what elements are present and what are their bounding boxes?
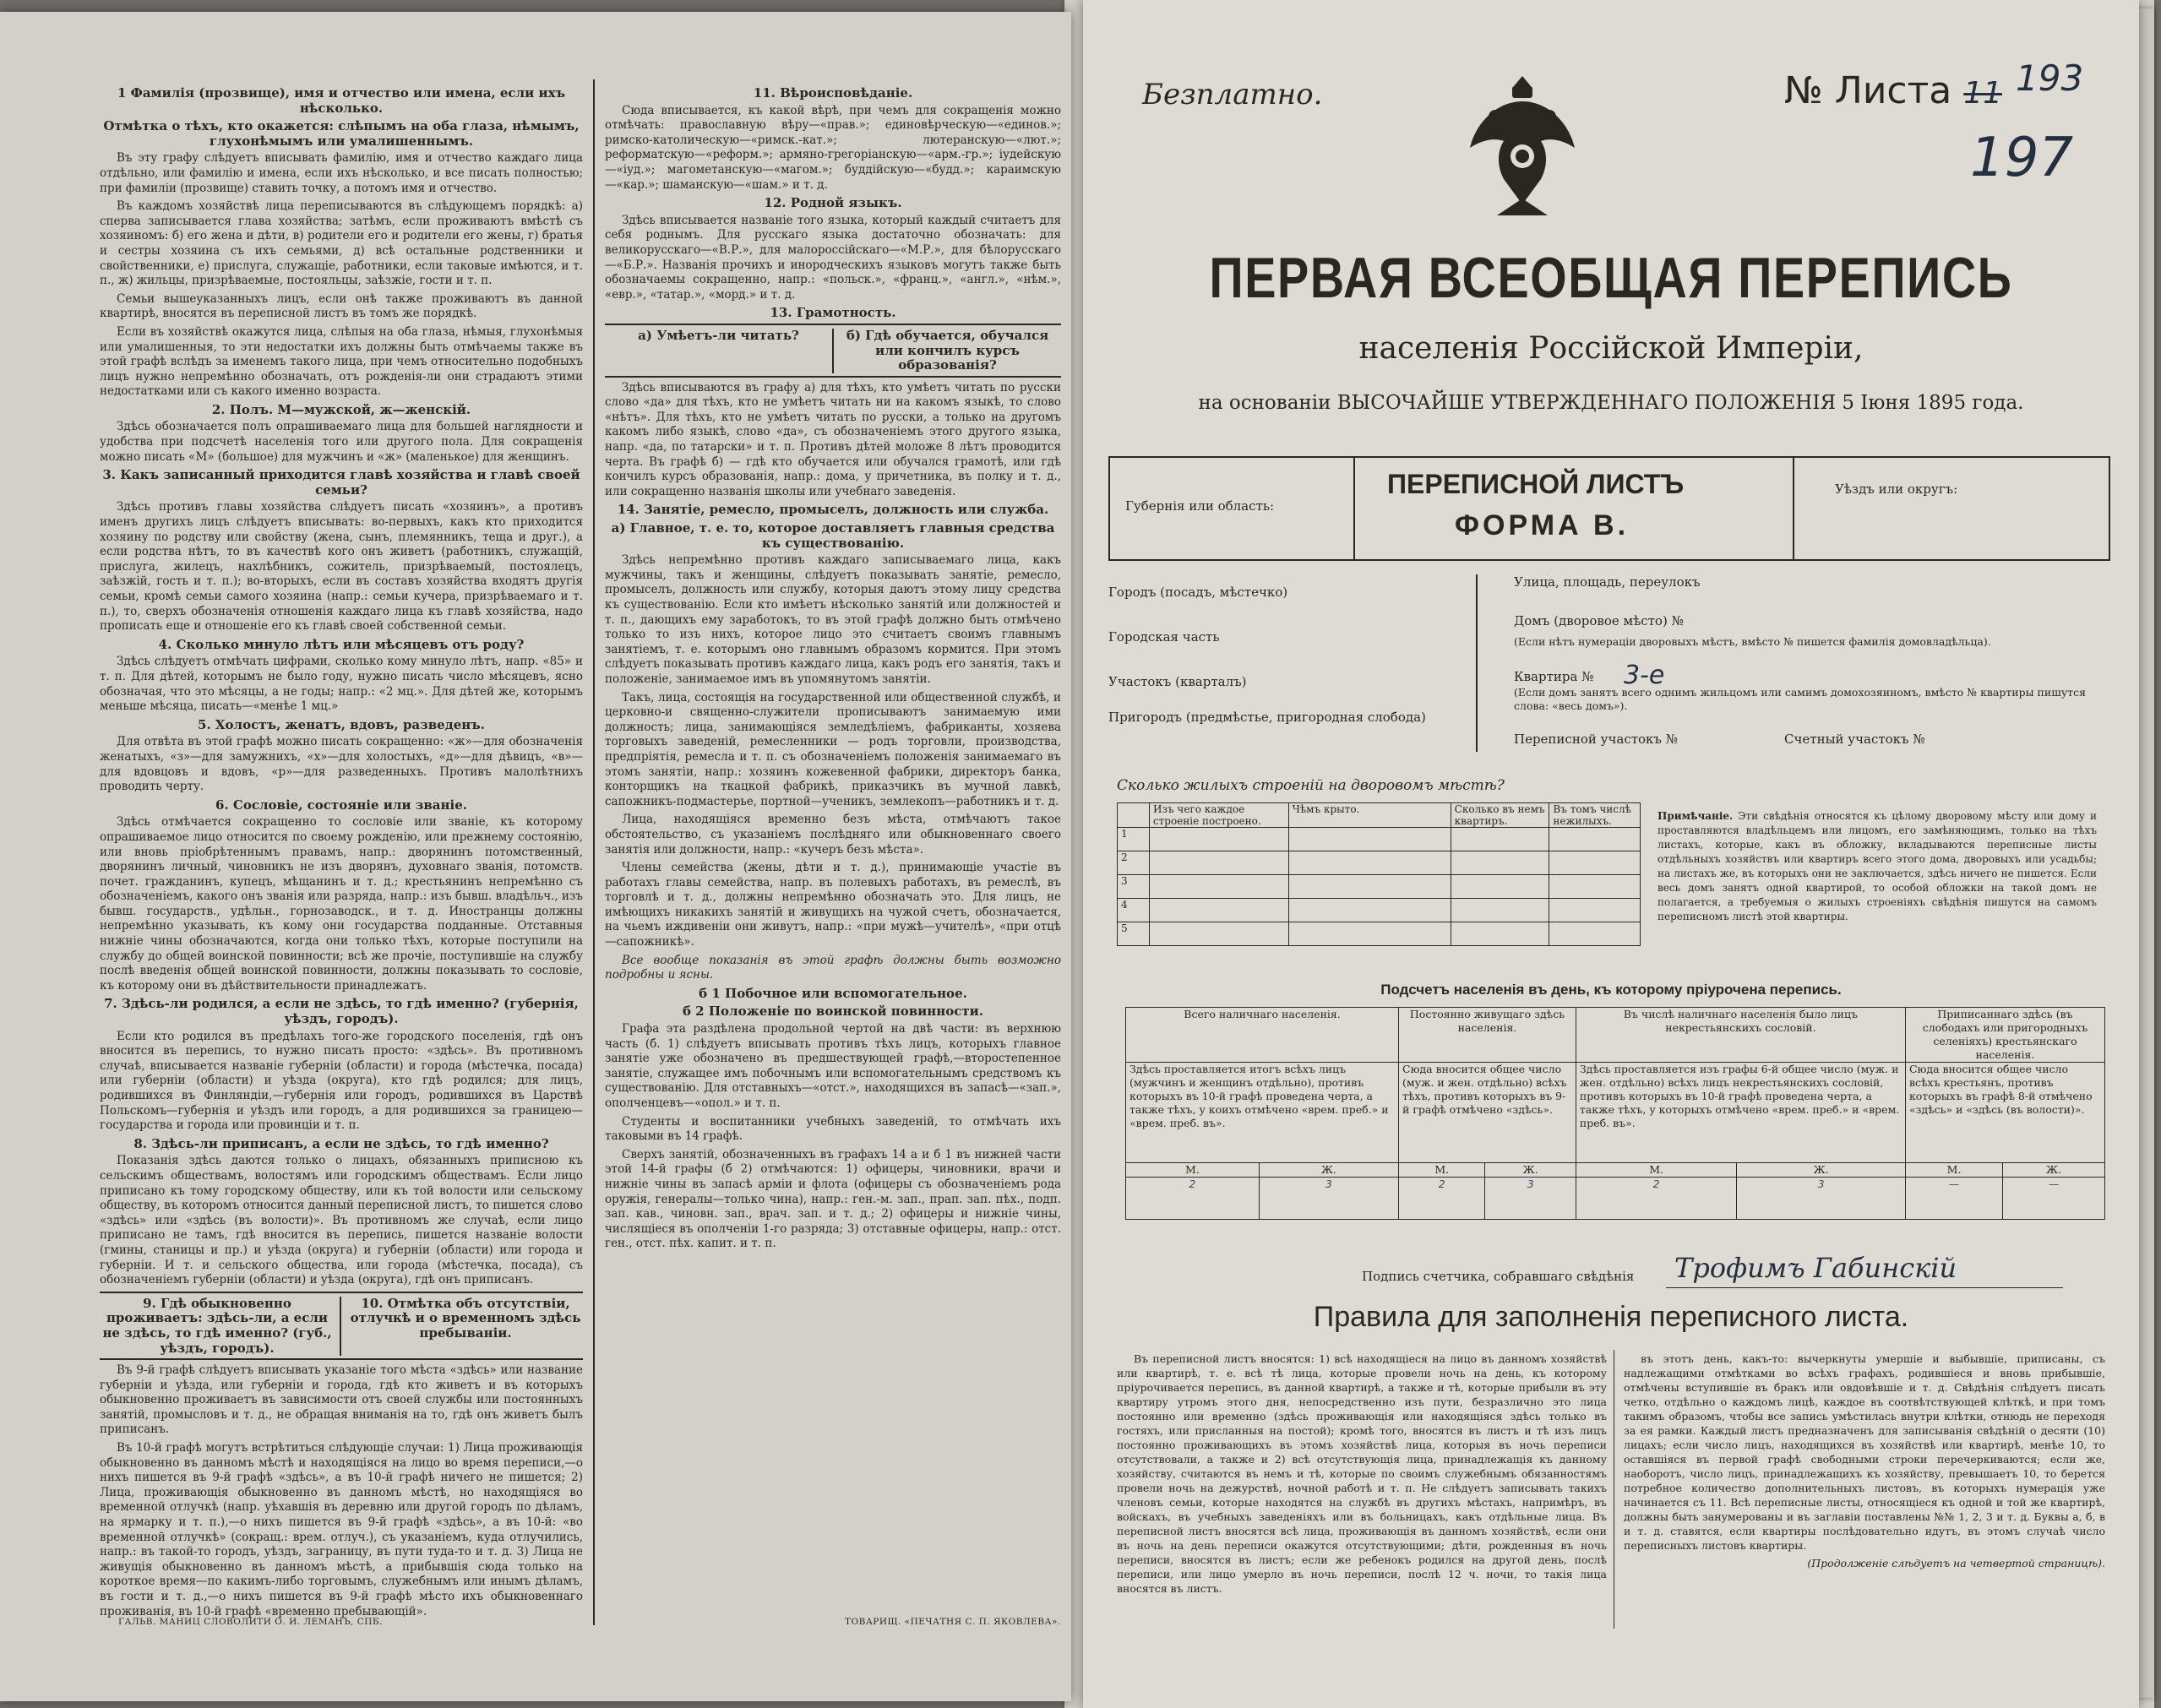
note-block — [1657, 809, 2097, 924]
census-subtitle: населенія Россійской Имперіи, — [1358, 331, 1864, 366]
section-14-text: Такъ, лица, состоящія на государственной или общественной службѣ, и церковно-и священно-служители прописываютъ занимаемую ими должность; лица, занимающіяся земледѣліемъ, фабриканты, хозяева торговыхъ заведеній, ремесленники — родъ торговли, производства, предпріятія, ремесла и т. п. съ обозначеніемъ положенія занимаемаго въ этомъ занятіи, напр.: хозяинъ кожевенной фабрики, директоръ банка, конторщикъ на ткацкой фабрикѣ, приказчикъ въ мучной лавкѣ, сапожникъ-подмастерье, портной—ученикъ, землекопъ—работникъ и т. д. — [605, 690, 1061, 808]
table-row — [1118, 922, 1641, 946]
form-title: ПЕРЕПИСНОЙ ЛИСТЪ — [1387, 469, 1685, 499]
count-value: 3 — [1485, 1178, 1576, 1220]
section-1-text: Семьи вышеуказанныхъ лицъ, если онѣ также проживаютъ въ данной квартирѣ, вносятся въ переписной листъ въ томъ же порядкѣ. — [100, 291, 583, 321]
section-14-text: Члены семейства (жены, дѣти и т. д.), принимающіе участіе въ работахъ главы семейства, напр. въ полевыхъ работахъ, въ ремеслѣ, въ торговлѣ и т. д., должны непремѣнно обозначать это. Для лицъ, не имѣющихъ никакихъ занятій и живущихъ на чужой счетъ, обозначается, на чьемъ иждивеніи они живутъ, напр.: «при мужѣ—учителѣ», «при отцѣ—сапожникѣ». — [605, 861, 1061, 949]
row-number: 5 — [1118, 922, 1150, 946]
row-number: 1 — [1118, 828, 1150, 851]
gorod-label: Городъ (посадъ, мѣстечко) — [1108, 585, 1288, 600]
section-14a-heading: а) Главное, т. е. то, которое доставляетъ главныя средства къ существованію. — [611, 520, 1055, 551]
table-header: Сколько въ немъ квартиръ. — [1451, 803, 1549, 828]
table-row — [1126, 1008, 2105, 1063]
count-value: 2 — [1399, 1178, 1485, 1220]
kvartira-note: (Если домъ занятъ всего однимъ жильцомъ или самимъ домохозяиномъ, вмѣсто № квартиры пишутся слова: «весь домъ»). — [1514, 686, 2086, 712]
section-4-text: Здѣсь слѣдуетъ отмѣчать цифрами, сколько кому минуло лѣтъ, напр. «85» и т. п. Для дѣтей, которымъ не было году, нужно писать число мѣсяцевъ, ясно обозначая, что это мѣсяцы, а не годы; напр.: «2 мц.». Для дѣтей же, которымъ меньше мѣсяца, писать—«менѣе 1 мц.» — [100, 655, 583, 714]
table-header: Въ числѣ наличнаго населенія было лицъ некрестьянскихъ сословій. — [1576, 1008, 1905, 1063]
kvartira-label: Квартира № — [1514, 669, 1594, 684]
count-value: 3 — [1259, 1178, 1398, 1220]
gubernia-label: Губернія или область: — [1125, 498, 1275, 514]
section-1-mark: Отмѣтка о тѣхъ, кто окажется: слѣпымъ на оба глаза, нѣмымъ, глухонѣмымъ или умалишеннымъ. — [103, 118, 580, 149]
table-row — [1118, 803, 1641, 828]
count-value: 3 — [1737, 1178, 1906, 1220]
double-headed-eagle-emblem — [1463, 68, 1581, 228]
section-5-heading: 5. Холостъ, женатъ, вдовъ, разведенъ. — [198, 716, 485, 732]
table-cell: М. — [1905, 1163, 2002, 1178]
section-7-text: Если кто родился въ предѣлахъ того-же городского поселенія, гдѣ онъ вносится въ перепись, то нужно писать просто: «здѣсь». Въ противномъ случаѣ, вписывается названіе губерніи (области) и города (мѣстечка, посада) или губерніи (области) и уѣзда (округа), кто гдѣ родился; для лицъ, родившихся въ Финляндіи,—губернія или городъ, родившихся въ Царствѣ Польскомъ—губернія и уѣздъ или городъ, а для родившихся за границею—государства и города или провинціи и т. п. — [100, 1029, 583, 1133]
uchastok-label: Участокъ (кварталъ) — [1108, 674, 1247, 689]
section-10-text: Въ 10-й графѣ могутъ встрѣтиться слѣдующіе случаи: 1) Лица проживающія обыкновенно въ данномъ мѣстѣ и находящіяся на лицо во время переписи,—о нихъ пишется въ 9-й графѣ «здѣсь», а въ 10-й графѣ ничего не пишется; 2) Лица, проживающія обыкновенно въ данномъ мѣстѣ, но находящіяся во временной отлучкѣ (напр. уѣхавшія въ деревню или другой городъ по дѣламъ, на ярмарку и т. п.),—о нихъ пишется въ 9-й графѣ «здѣсь», а въ 10-й: «во временной отлучкѣ» (сокращ.: врем. отлуч.), съ указаніемъ, куда отлучились, напр.: въ такой-то городъ, уѣздъ, заграницу, въ пути туда-то и т. д. 3) Лица не живущія обыкновенно въ данномъ мѣстѣ, а прибывшія сюда только на короткое время—по какимъ-либо торговымъ, служебнымъ или инымъ дѣламъ, въ гости и т. д.,—о нихъ пишется въ 9-й графѣ мѣсто ихъ обыкновеннаго проживанія, въ 10-й графѣ «временно пребывающій». — [100, 1441, 583, 1618]
count-value: — — [2003, 1178, 2105, 1220]
ulitsa-label: Улица, площадь, переулокъ — [1514, 574, 1701, 590]
table-row — [1118, 828, 1641, 851]
section-6-text: Здѣсь отмѣчается сокращенно то сословіе или званіе, къ которому опрашиваемое лицо относится по своему рожденію, или прежнему состоянію, или вновь пріобрѣтеннымъ правамъ, напр.: дворянинъ потомственный, дворянинъ личный, чиновникъ не изъ дворянъ, духовнаго званія, потомств. почет. гражданинъ, купецъ, мѣщанинъ и т. д.; крестьянинъ непремѣнно съ обозначеніемъ, какого онъ званія или разряда, напр.: изъ бывш. владѣльч., изъ бывш. государств., удѣльн., горнозаводск., и т. д. Иностранцы должны непремѣнно указывать, къ кому они государства подданные. Отставныя нижніе чины обозначаются, когда они только тѣхъ, которые поступили на службу до общей воинской повинности; всѣ же прочіе, поступившіе на службу послѣ введенія общей воинской повинности, должны показывать то сословіе, къ которому они въ дѣйствительности принадлежатъ. — [100, 815, 583, 993]
section-13b-heading: б) Гдѣ обучается, обучался или кончилъ курсъ образованія? — [846, 327, 1049, 373]
rules-column-1 — [1117, 1352, 1607, 1599]
table-header: Изъ чего каждое строеніе построено. — [1149, 803, 1288, 828]
section-14b2-heading: б 2 Положеніе по воинской повинности. — [682, 1004, 984, 1020]
rules-text: Въ переписной листъ вносятся: 1) всѣ находящіеся на лицо въ данномъ хозяйствѣ или квартирѣ, т. е. всѣ тѣ лица, которые провели ночь на день, къ которому пріурочивается перепись, въ данной квартирѣ, а также и тѣ, которые прибыли въ эту квартиру утромъ этого дня, непосредственно изъ пути, безразлично это лица постоянно или временно (здѣсь проживающія или находящіяся здѣсь только въ гостяхъ, или присланныя на постой); кромѣ того, вносятся въ листъ и тѣ изъ лицъ постоянно проживающихъ въ этомъ хозяйствѣ лица, которыя въ ночь переписи отсутствовали, а также и 2) всѣ отсутствующія лица, принадлежащія къ данному хозяйству, считаются въ немъ и тѣ, которые по своимъ служебнымъ обязанностямъ провели ночь на дежурствѣ, ночной работѣ и т. п. Не слѣдуетъ записывать такихъ членовъ семьи, которые находятся на службѣ въ другихъ мѣстахъ, напримѣръ, въ войскахъ, въ учебныхъ заведеніяхъ или въ больницахъ, какъ отдѣльные лица. Въ переписной листъ вносятся всѣ лица, проживающія въ данномъ хозяйствѣ, если они въ ночь на день переписи окажутся отсутствующими; дѣти, рожденныя въ ночь переписи, вносятся въ листъ; если же ребенокъ родился на другой день, послѣ переписи, или лицо умерло въ ночь переписи, послѣ 12 ч. ночи, то такія лица вносятся въ листъ. — [1117, 1352, 1607, 1595]
note-label: Примѣчаніе. — [1657, 810, 1734, 822]
section-1-heading: 1 Фамилія (прозвище), имя и отчество или имена, если ихъ нѣсколько. — [117, 85, 566, 116]
table-row — [1126, 1063, 2105, 1163]
section-8-heading: 8. Здѣсь-ли приписанъ, а если не здѣсь, то гдѣ именно? — [133, 1135, 549, 1151]
section-4-heading: 4. Сколько минуло лѣтъ или мѣсяцевъ отъ роду? — [158, 636, 525, 652]
rules-continuation: (Продолженіе слѣдуетъ на четвертой страницѣ). — [1807, 1557, 2105, 1569]
section-14-text: Студенты и воспитанники учебныхъ заведеній, то отмѣчать ихъ таковыми въ 14 графѣ. — [605, 1114, 1061, 1144]
row-number: 2 — [1118, 851, 1150, 875]
signature-label: Подпись счетчика, собравшаго свѣдѣнія — [1362, 1269, 1635, 1284]
table-cell: Здѣсь проставляется итогъ всѣхъ лицъ (мужчинъ и женщинъ отдѣльно), противъ которыхъ въ 10-й графѣ проведена черта, а также тѣхъ, у коихъ отмѣчено «врем. преб.» и «врем. преб. въ». — [1126, 1063, 1399, 1163]
uezd-label: Уѣздъ или округъ: — [1835, 481, 1958, 497]
section-13a-heading: а) Умѣетъ-ли читать? — [605, 329, 834, 373]
census-form-page — [1083, 0, 2139, 1708]
counter-signature: Трофимъ Габинскій — [1674, 1252, 1957, 1284]
printer-imprint-left: ГАЛЬВ. МАНИЦ СЛОВОЛИТИ О. И. ЛЕМАНЪ, СПБ. — [118, 1617, 383, 1627]
section-3-heading: 3. Какъ записанный приходится главѣ хозяйства и главѣ своей семьи? — [102, 467, 580, 498]
kvartira-value: 3-е — [1624, 661, 1665, 690]
section-5-text: Для отвѣта въ этой графѣ можно писать сокращенно: «ж»—для обозначенія женатыхъ, «з»—для замужнихъ, «х»—для холостыхъ, «д»—для дѣвицъ, «в»—для вдовцовъ и вдовъ, «р»—для разведенныхъ. Противъ малолѣтнихъ проводить черту. — [100, 735, 583, 794]
free-label: Безплатно. — [1142, 78, 1323, 112]
section-9-10-header — [100, 1292, 583, 1360]
table-cell: Сюда вносится общее число всѣхъ крестьянъ, противъ которыхъ въ графѣ 8-й отмѣчено «здѣсь» и «здѣсь (въ волости)». — [1905, 1063, 2104, 1163]
section-9-text: Въ 9-й графѣ слѣдуетъ вписывать указаніе того мѣста «здѣсь» или название губерніи и уѣзда, или губерніи и города, гдѣ кто живетъ и въ которыхъ обыкновенно проживаетъ въ зависимости отъ своей службы или постоянныхъ занятій, промысловъ и т. д., не обращая вниманія на то, гдѣ онъ живетъ былъ приписанъ. — [100, 1363, 583, 1437]
section-13-heading: 13. Грамотность. — [770, 305, 896, 321]
section-7-heading: 7. Здѣсь-ли родился, а если не здѣсь, то гдѣ именно? (губернія, уѣздъ, городъ). — [104, 996, 579, 1027]
table-cell: М. — [1576, 1163, 1736, 1178]
row-number: 3 — [1118, 875, 1150, 899]
table-cell: М. — [1399, 1163, 1485, 1178]
handwritten-number-193: 193 — [2016, 57, 2084, 99]
section-13-text: Здѣсь вписываются въ графу а) для тѣхъ, кто умѣетъ читать по русски слово «да» для тѣхъ, кто не умѣетъ читать ни на какомъ языкѣ, то слово «нѣтъ». Для тѣхъ, кто не умѣетъ читать по русски, а только на другомъ какомъ либо языкѣ, слово «да», съ обозначеніемъ этого другого языка, напр. «да, по татарски» и т. п. Противъ дѣтей моложе 8 лѣтъ проводится черта. Въ графѣ б) — гдѣ кто обучается или обучался грамотѣ, или гдѣ кончилъ курсъ образованія, напр.: дома, у причетника, въ полку и т. д., или сокращенно названія школы или учебнаго заведенія. — [605, 380, 1061, 498]
section-14-text: Лица, находящіяся временно безъ мѣста, отмѣчаютъ такое обстоятельство, съ указаніемъ послѣдняго или обыкновеннаго своего занятія или должности, напр.: «кучеръ безъ мѣста». — [605, 813, 1061, 857]
census-decree-line: на основаніи ВЫСОЧАЙШЕ УТВЕРЖДЕННАГО ПОЛОЖЕНІЯ 5 Іюня 1895 года. — [1198, 392, 2024, 414]
table-row — [1126, 1178, 2105, 1220]
section-14-heading: 14. Занятіе, ремесло, промыселъ, должность или служба. — [617, 502, 1049, 518]
buildings-table — [1117, 802, 1641, 946]
table-cell: Сюда вносится общее число (муж. и жен. отдѣльно) всѣхъ тѣхъ, противъ которыхъ въ 9-й графѣ отмѣчено «здѣсь». — [1399, 1063, 1576, 1163]
section-12-heading: 12. Родной языкъ. — [764, 195, 902, 211]
column-2 — [605, 83, 1061, 1255]
chast-label: Городская часть — [1108, 629, 1220, 645]
list-number-label — [1784, 69, 2002, 112]
section-11-heading: 11. Вѣроисповѣданіе. — [753, 85, 913, 101]
section-12-text: Здѣсь вписывается названіе того языка, который каждый считаетъ для себя роднымъ. Для русскаго языка достаточно обозначать: для великорусскаго—«В.Р.», для малороссійскаго—«М.Р.», для бѣлорусскаго—«Б.Р.». Названія прочихъ и инородческихъ языковъ могутъ также быть обозначаемы сокращенно, напр.: «польск.», «франц.», «англ.», «нѣм.», «евр.», «татар.», «морд.» и т. д. — [605, 213, 1061, 302]
table-header: Всего наличнаго населенія. — [1126, 1008, 1399, 1063]
count-value: 2 — [1126, 1178, 1260, 1220]
perep-uchastok-label: Переписной участокъ № — [1514, 732, 1678, 747]
table-row — [1118, 851, 1641, 875]
dom-label: Домъ (дворовое мѣсто) № — [1514, 613, 1684, 628]
column-1 — [100, 83, 583, 1623]
table-row — [1126, 1163, 2105, 1178]
section-6-heading: 6. Сословіе, состояніе или званіе. — [215, 797, 467, 813]
list-number-struck: 11 — [1963, 76, 2003, 111]
column-divider — [593, 79, 595, 1625]
header-box-divider — [1353, 456, 1355, 561]
schet-uchastok-label: Счетный участокъ № — [1784, 732, 1925, 747]
table-cell: Здѣсь проставляется изъ графы 6-й общее число (муж. и жен. отдѣльно) всѣхъ лицъ некрестьянскихъ сословій, противъ которыхъ въ 10-й графѣ проведена черта, а также тѣхъ, у которыхъ отмѣчено «врем. преб.» и «врем. преб. въ». — [1576, 1063, 1905, 1163]
section-10-heading: 10. Отмѣтка объ отсутствіи, отлучкѣ и о временномъ здѣсь пребываніи. — [350, 1295, 581, 1341]
rules-column-2 — [1624, 1352, 2105, 1574]
table-header: Постоянно живущаго здѣсь населенія. — [1399, 1008, 1576, 1063]
section-14-text: Графа эта раздѣлена продольной чертой на двѣ части: въ верхнюю часть (б. 1) слѣдуетъ вписывать противъ тѣхъ лицъ, которыхъ главное занятіе уже обозначено въ предшествующей графѣ,—второстепенное занятіе, служащее имъ побочнымъ или вспомогательнымъ средствомъ къ существованію. Для отставныхъ—«отст.», находящихся въ запасѣ—«зап.», ополченцевъ—«опол.» и т. п. — [605, 1022, 1061, 1110]
section-11-text: Сюда вписывается, къ какой вѣрѣ, при чемъ для сокращенія можно отмѣчать: православную вѣру—«прав.»; единовѣрческую—«единов.»; римско-католическую—«римск.-кат.»; лютеранскую—«лют.»; реформатскую—«реформ.»; армяно-грегоріанскую—«арм.-гр.»; іудейскую—«іуд.»; магометанскую—«магом.»; буддійскую—«будд.»; караимскую—«кар.»; шаманскую—«шам.» и т. д. — [605, 103, 1061, 192]
dom-note: (Если нѣтъ нумераціи дворовыхъ мѣстъ, вмѣсто № пишется фамилія домовладѣльца). — [1514, 635, 1991, 648]
section-14b1-heading: б 1 Побочное или вспомогательное. — [699, 985, 967, 1001]
table-cell: М. — [1126, 1163, 1260, 1178]
table-header: Чѣмъ крыто. — [1288, 803, 1451, 828]
printer-imprint-right: ТОВАРИЩ. «ПЕЧАТНЯ С. П. ЯКОВЛЕВА». — [845, 1617, 1061, 1627]
section-14-text: Здѣсь непремѣнно противъ каждаго записываемаго лица, какъ мужчины, такъ и женщины, слѣдуетъ показывать занятіе, ремесло, промыселъ, должность или службу, которыя даютъ этому лицу средства къ существованію. Если кто имѣетъ нѣсколько занятій или должностей и т. п., дающихъ ему заработокъ, то въ этой графѣ должно быть отмѣчено только то изъ нихъ, которое лицо это считаетъ своимъ главнымъ занятіемъ, т. е. которымъ оно главнымъ образомъ кормится. При этомъ слѣдуетъ показывать противъ каждаго лица, какъ родъ его занятія, такъ и положеніе, занимаемое имъ въ упомянутомъ занятіи. — [605, 553, 1061, 686]
table-header: Приписаннаго здѣсь (въ слободахъ или пригородныхъ селеніяхъ) крестьянскаго населенія. — [1905, 1008, 2104, 1063]
handwritten-number-197: 197 — [1970, 127, 2074, 189]
table-row — [1118, 899, 1641, 922]
rules-text: въ этотъ день, какъ-то: вычеркнуты умершіе и выбывшіе, приписаны, съ надлежащими отмѣтками во всѣхъ графахъ, родившіеся и вновь прибывшіе, отмѣчены вступившіе въ бракъ или овдовѣвшіе и т. д. Свѣдѣнія слѣдуетъ писать четко, отдѣльно о каждомъ лицѣ, каждое въ соотвѣтствующей клѣткѣ, и при томъ такимъ образомъ, чтобы все запись умѣстилась внутри клѣтки, отнюдь не переходя за ея рамки. Каждый листъ предназначенъ для записыванія свѣдѣній о десяти (10) лицахъ; если число лицъ, находящихся въ хозяйствѣ или квартирѣ, менѣе 10, то оставшіяся въ первой графѣ свободными строки перечеркиваются; если же, наоборотъ, число лицъ, принадлежащихъ къ хозяйству, превышаетъ 10, то берется потребное количество дополнительныхъ листовъ, въ которыхъ нумерація уже начинается съ 11. Всѣ переписные листы, относящіеся къ одной и той же квартирѣ, должны быть занумерованы и въ заглавіи поставлены №№ 1, 2, 3 и т. д. Буквы а, б, в и т. д. ставятся, если квартиры послѣдовательно идутъ, въ этомъ случаѣ число переписныхъ листовъ квартиры. — [1624, 1352, 2105, 1552]
table-cell: Ж. — [1259, 1163, 1398, 1178]
section-9-heading: 9. Гдѣ обыкновенно проживаетъ: здѣсь-ли, а если не здѣсь, то гдѣ именно? (губ., уѣздъ, городъ). — [100, 1297, 341, 1356]
count-value: 2 — [1576, 1178, 1736, 1220]
note-text: Эти свѣдѣнія относятся къ цѣлому дворовому мѣсту или дому и проставляются владѣльцемъ или лицомъ, его замѣняющимъ, только на тѣхъ листахъ, которые, какъ въ обложку, вкладываются переписные листы отдѣльныхъ хозяйствъ или квартиръ всего этого дома, дворовыхъ или усадьбы; на листахъ же, въ которыхъ они не заключается, здѣсь ничего не пишется. Если весь домъ занятъ одной квартирой, то особой обложки на такой домъ не полагается, а требуемыя о жилыхъ строеніяхъ свѣдѣнія пишутся на самомъ переписномъ листѣ этой квартиры. — [1657, 810, 2097, 922]
signature-line — [1666, 1287, 2063, 1288]
table-cell: Ж. — [1737, 1163, 1906, 1178]
prigorod-label: Пригородъ (предмѣстье, пригородная слобода) — [1108, 710, 1426, 725]
census-title: ПЕРВАЯ ВСЕОБЩАЯ ПЕРЕПИСЬ — [1209, 246, 2013, 310]
section-13-subheads — [605, 324, 1061, 378]
row-number: 4 — [1118, 899, 1150, 922]
rules-title: Правила для заполненія переписного листа. — [1313, 1301, 1909, 1333]
address-divider — [1476, 574, 1478, 752]
section-2-text: Здѣсь обозначается полъ опрашиваемаго лица для большей наглядности и удобства при подсчетѣ населенія того или другого пола. Для сокращенія можно писать «М» (большое) для мужчинъ и «ж» (маленькое) для женщинъ. — [100, 420, 583, 464]
section-1-text: Въ эту графу слѣдуетъ вписывать фамилію, имя и отчество каждаго лица отдѣльно, или фамилію и имена, если ихъ нѣсколько, и все писать полностью; при фамиліи (прозвище) ставить точку, а потомъ имя и отчество. — [100, 151, 583, 195]
section-8-text: Показанія здѣсь даются только о лицахъ, обязанныхъ приписною къ сельскимъ обществамъ, волостямъ или городскимъ обществамъ. Если лицо приписано къ тому городскому обществу, или къ той волости или сельскому обществу, въ которомъ относится данный переписной листъ, то пишется слово «здѣсь» или «здѣсь (въ волости)». Въ противномъ же случаѣ, если лицо приписано не тамъ, гдѣ вносится въ перепись, пишется названіе волости (гмины, станицы и пр.) и уѣзда (округа) и губерніи (области) или города и губерніи. И т. и сельского общества, или города (мѣстечка, посада), съ обозначеніемъ губерніи (области) и уѣзда (округа), гдѣ онъ приписанъ. — [100, 1154, 583, 1287]
section-1-text: Въ каждомъ хозяйствѣ лица переписываются въ слѣдующемъ порядкѣ: а) сперва записывается глава хозяйства; затѣмъ, если проживаютъ вмѣстѣ съ хозяиномъ: б) его жена и дѣти, в) родители его и родители его жены, г) братья и сестры хозяина съ ихъ семьями, д) всѣ остальные родственники и свойственники, е) прислуга, служащіе, работники, если таковые имѣются, и т. п., ж) жильцы, призрѣваемые, постояльцы, заѣзжіе, гости и т. п. — [100, 199, 583, 288]
table-header: Въ томъ числѣ нежилыхъ. — [1549, 803, 1641, 828]
section-3-text: Здѣсь противъ главы хозяйства слѣдуетъ писать «хозяинъ», а противъ именъ другихъ лицъ слѣдуетъ вписывать: во-первыхъ, какъ кто приходится хозяину по родству или свойству (жена, сынъ, племянникъ, теща и друг.), а если родства нѣтъ, то въ качествѣ кого онъ живетъ (работникъ, служащій, прислуга, жилецъ, нахлѣбникъ, сожитель, призрѣваемый, постоялецъ, заѣзжій, гость и т. п.); во-вторыхъ, если въ составъ хозяйства входятъ другія семьи, кромѣ семьи самого хозяина (напр.: семьи кучера, призрѣваемаго и т. п.), то, сверхъ обозначенія отношенія каждаго лица къ главѣ хозяйства, надо прописать еще и отношеніе его къ главѣ своей собственной семьи. — [100, 500, 583, 634]
section-14-text: Сверхъ занятій, обозначенныхъ въ графахъ 14 а и б 1 въ нижней части этой 14-й графы (б 2) отмѣчаются: 1) офицеры, чиновники, врачи и нижніе чины въ запасѣ арміи и флота (офицеры съ обозначеніемъ рода оружія, генералы—только чина), напр.: ген.-м. зап., прап. зап. пѣх., подп. зап. кав., чиновн. зап., врач. зап. и т. д.; 2) офицеры и нижніе чины, числящіеся въ ополченіи 1-го разряда; 3) отставные офицеры, напр.: отст. ген., отст. пѣх. капит. и т. п. — [605, 1147, 1061, 1251]
instructions-page — [0, 12, 1071, 1701]
header-box-divider — [1793, 456, 1794, 561]
section-2-heading: 2. Полъ. М—мужской, ж—женскій. — [211, 401, 471, 417]
table-cell: Ж. — [1485, 1163, 1576, 1178]
form-subtitle: ФОРМА В. — [1455, 509, 1630, 541]
buildings-question: Сколько жилыхъ строеній на дворовомъ мѣстѣ? — [1117, 777, 1505, 794]
count-title: Подсчетъ населенія въ день, къ которому пріурочена перепись. — [1380, 982, 1842, 998]
section-1-text: Если въ хозяйствѣ окажутся лица, слѣпыя на оба глаза, нѣмыя, глухонѣмыя или умалишенныя, то эти недостатки ихъ должны быть отмѣчаемы также въ этой графѣ вслѣдъ за именемъ такого лица, при чемъ относительно подобныхъ лицъ нужно непремѣнно обозначать, отъ рожденія-ли они страдаютъ этими недостатками или съ какого именно возраста. — [100, 324, 583, 399]
table-row — [1118, 875, 1641, 899]
count-value: — — [1905, 1178, 2002, 1220]
list-number-text: № Листа — [1784, 69, 1952, 112]
population-count-table — [1125, 1007, 2105, 1220]
table-cell: Ж. — [2003, 1163, 2105, 1178]
section-14-text: Все вообще показанія въ этой графѣ должны быть возможно подробны и ясны. — [605, 953, 1061, 982]
